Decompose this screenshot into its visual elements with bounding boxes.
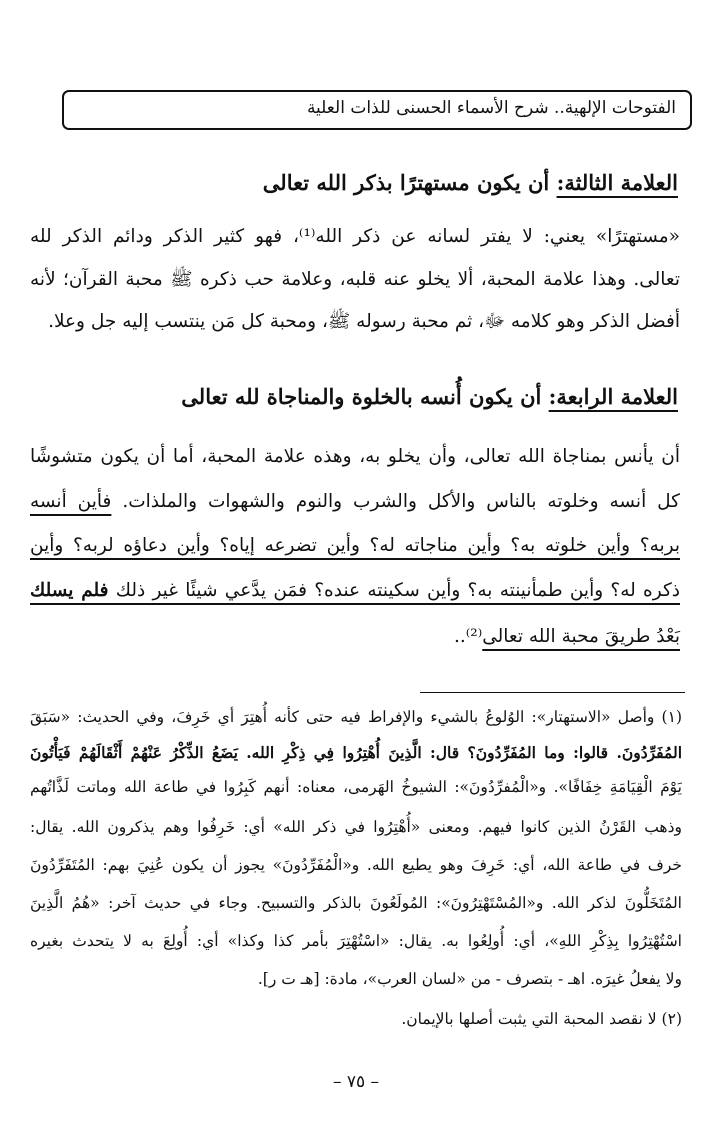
- page-number: – ٧٥ –: [332, 1072, 380, 1092]
- footnote-line: اسْتُهْتِرُوا بِذِكْرِ اللهِ»، أي: أُولِعُوا به. يقال: «اسْتُهْتِرَ بأمر كذا وكذا» أي: أُولِعَ به لا يتحدث بغيره: [30, 932, 682, 950]
- paragraph-line: «مستهترًا» يعني: لا يفتر لسانه عن ذكر الله⁽¹⁾، فهو كثير الذكر ودائم الذكر لله: [30, 226, 680, 247]
- running-header: [62, 90, 692, 130]
- paragraph-line-text: كل أنسه وخلوته بالناس والأكل والشرب والنوم والشهوات والملذات.: [111, 491, 680, 512]
- underlined-phrase: بَعْدُ طريقَ محبة الله تعالى: [482, 626, 680, 647]
- underlined-bold-phrase: فلم يسلك: [30, 580, 109, 601]
- footnote-line: خرف في طاعة الله، أي: خَرِفَ وهو يطيع الله. و«الْمُفَرِّدُونَ» يجوز أن يكون عُنِيَ بهم: المُتَفَرِّدُونَ: [30, 856, 682, 874]
- paragraph-line: [30, 626, 680, 647]
- section-heading-3-text: أن يكون مستهترًا بذكر الله تعالى: [262, 170, 557, 195]
- footnote-line: المُتَخَلُّونَ لذكر الله. و«المُسْتَهْتِرُونَ»: المُولَعُونَ بالذكر والتسبيح. وجاء في حديث آخر: «هُمُ الَّذِينَ: [30, 894, 682, 912]
- footnote-line: (١) وأصل «الاستهتار»: الوُلوعُ بالشيء والإفراط فيه حتى كأنه أُهتِرَ أي خَرِفَ، وفي الحديث: «سَبَقَ: [30, 708, 682, 726]
- footnote-divider: [420, 692, 685, 693]
- section-heading-4-lead: العلامة الرابعة:: [548, 384, 678, 409]
- paragraph-line: تعالى. وهذا علامة المحبة، ألا يخلو عنه قلبه، وعلامة حب ذكره ﷺ محبة القرآن؛ لأنه: [30, 269, 680, 290]
- footnote-line: ولا يفعلُ غيرَه. اهـ - بتصرف - من «لسان العرب»، مادة: [هـ ت ر].: [257, 970, 682, 988]
- underlined-paragraph-line: بربه؟ وأين خلوته به؟ وأين مناجاته له؟ وأين تضرعه إياه؟ وأين دعاؤه لربه؟ وأين: [30, 535, 680, 556]
- paragraph-line: [30, 580, 680, 601]
- underlined-phrase: ذكره له؟ وأين طمأنينته به؟ وأين سكينته عنده؟ فمَن يدَّعي شيئًا غير ذلك: [108, 580, 680, 601]
- footnote-line: يَوْمَ الْقِيَامَةِ خِفَافًا». و«الْمُفرِّدُونَ»: الشيوخُ الهَرمى، معناه: أنهم كَبِرُوا في طاعة الله وماتت لَذَّاتُهم: [30, 778, 682, 796]
- paragraph-line: أن يأنس بمناجاة الله تعالى، وأن يخلو به، وهذه علامة المحبة، أما أن يكون متشوشًا: [30, 446, 680, 467]
- footnote-line: المُفَرِّدُونَ. قالوا: وما المُفَرِّدُونَ؟ قال: الَّذِينَ أُهْتِرُوا فِي ذِكْرِ الله. يَضَعُ الذِّكْرُ عَنْهُمْ أَثْقَالَهُمْ فَيَأْتُونَ: [30, 743, 682, 762]
- paragraph-line: أفضل الذكر وهو كلامه ﷻ، ثم محبة رسوله ﷺ، ومحبة كل مَن ينتسب إليه جل وعلا.: [48, 311, 680, 332]
- footnote-line: وذهب القَرْنُ الذين كانوا فيهم. ومعنى «أُهْتِرُوا في ذكر الله» أي: خَرِفُوا وهم يذكرون الله. يقال:: [30, 818, 682, 836]
- running-header-title: الفتوحات الإلهية.. شرح الأسماء الحسنى للذات العلية: [306, 98, 676, 118]
- footnote-2: (٢) لا نقصد المحبة التي يثبت أصلها بالإيمان.: [401, 1010, 682, 1028]
- footnote-ref: ⁽²⁾..: [453, 626, 483, 647]
- paragraph-line: [30, 491, 680, 512]
- section-heading-4: [181, 384, 678, 409]
- section-heading-3: [263, 170, 678, 195]
- underlined-phrase: فأين أنسه: [30, 491, 112, 512]
- section-heading-3-lead: العلامة الثالثة:: [556, 170, 678, 195]
- section-heading-4-text: أن يكون أُنسه بالخلوة والمناجاة لله تعالى: [181, 384, 549, 409]
